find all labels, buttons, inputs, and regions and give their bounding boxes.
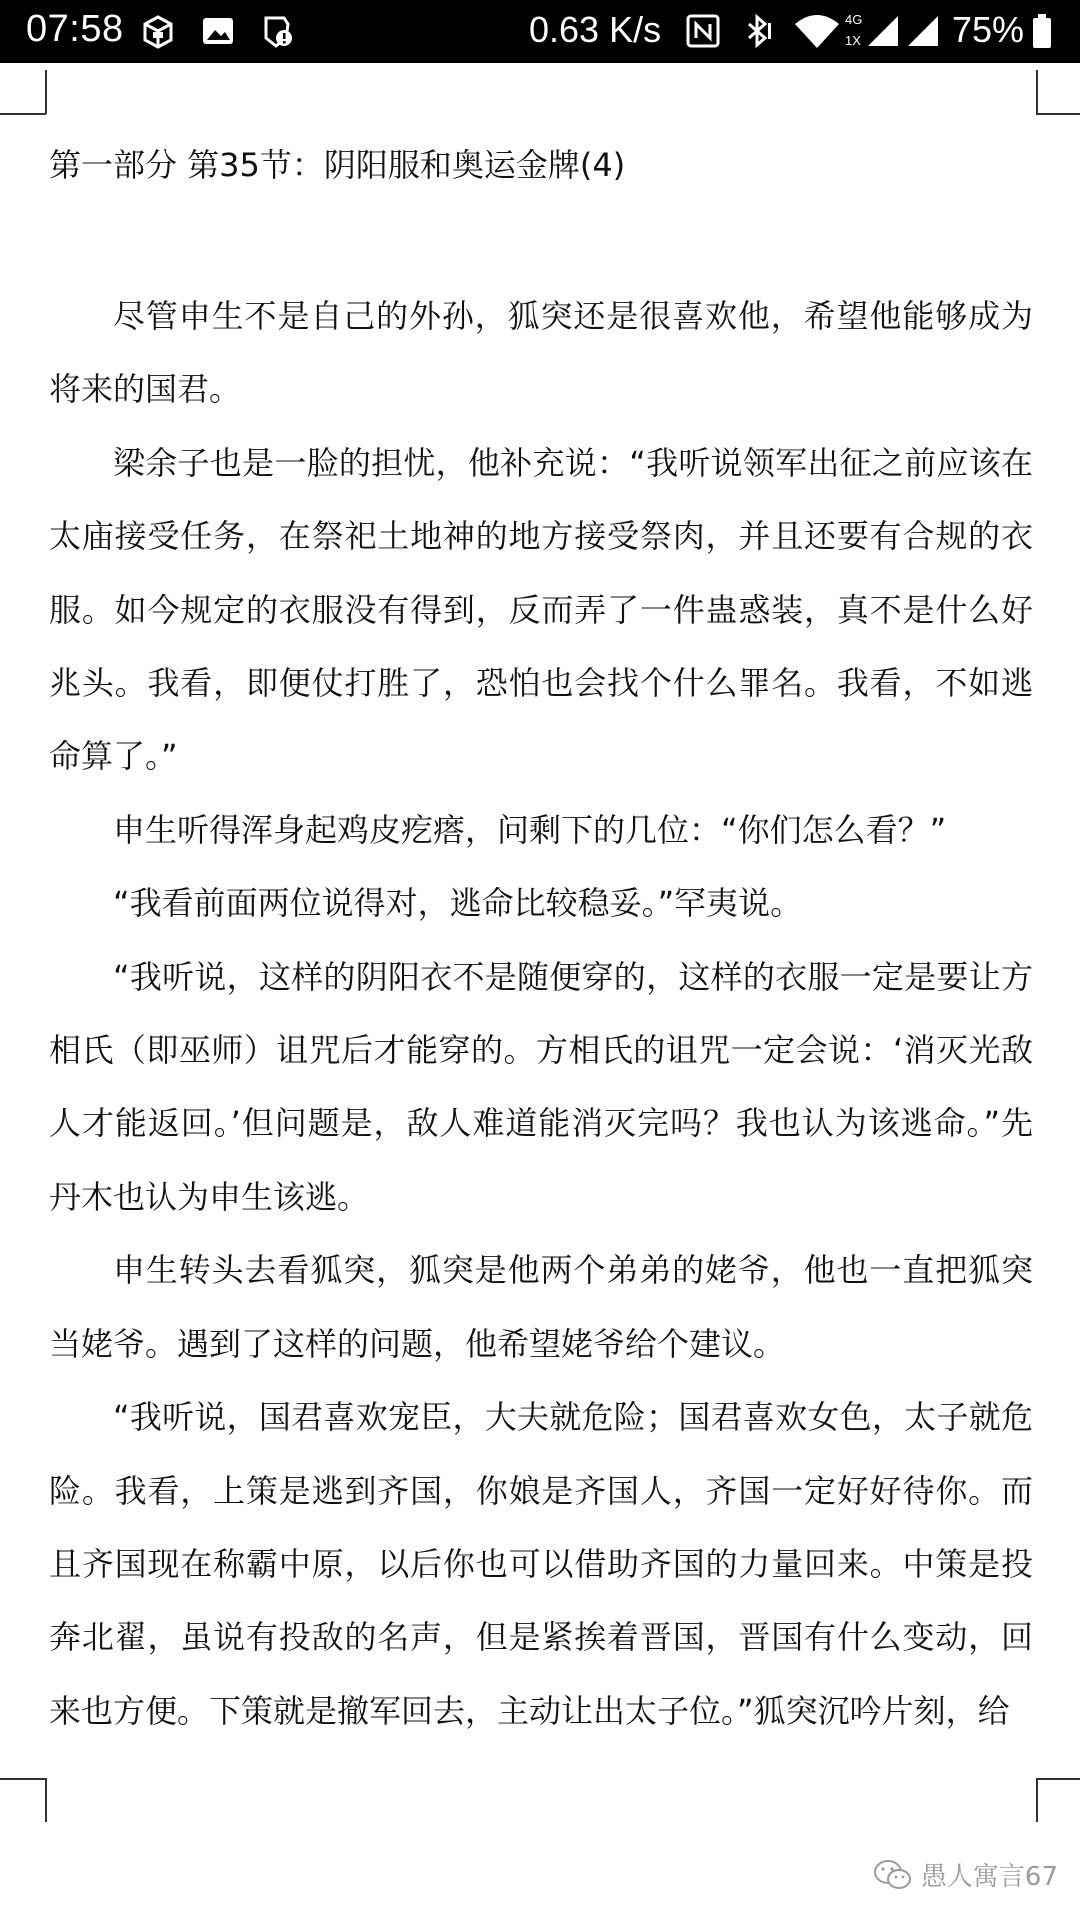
crop-mark-bottom-right-h bbox=[1036, 1778, 1080, 1780]
app-icon bbox=[139, 12, 177, 50]
paragraph: “我听说，国君喜欢宠臣，大夫就危险；国君喜欢女色，太子就危险。我看，上策是逃到齐国，你娘是齐国人，齐国一定好好待你。而且齐国现在称霸中原，以后你也可以借助齐国的力量回来。中策是投奔北翟，虽说有投敌的名声，但是紧挨着晋国，晋国有什么变动，回来也方便。下策就是撤军回去，主动让出太子位。”狐突沉吟片刻，给 bbox=[49, 1398, 1033, 1730]
wechat-icon bbox=[873, 1859, 913, 1891]
crop-mark-bottom-left-v bbox=[45, 1778, 47, 1822]
wifi-icon bbox=[792, 12, 842, 50]
status-bar bbox=[0, 0, 1080, 63]
paragraph: 申生转头去看狐突，狐突是他两个弟弟的姥爷，他也一直把狐突当姥爷。遇到了这样的问题，他希望姥爷给个建议。 bbox=[49, 1251, 1033, 1363]
image-icon bbox=[199, 12, 237, 50]
watermark bbox=[873, 1856, 1058, 1893]
signal-label-bottom: 1X bbox=[845, 33, 861, 48]
shield-icon bbox=[258, 12, 296, 50]
crop-mark-bottom-right-v bbox=[1036, 1778, 1038, 1822]
battery-percent: 75% bbox=[952, 9, 1025, 50]
signal-icon bbox=[864, 12, 902, 50]
crop-mark-top-left-v bbox=[45, 70, 47, 114]
crop-mark-top-right-h bbox=[1036, 113, 1080, 115]
paragraph: 梁余子也是一脸的担忧，他补充说：“我听说领军出征之前应该在太庙接受任务，在祭祀土地神的地方接受祭肉，并且还要有合规的衣服。如今规定的衣服没有得到，反而弄了一件蛊惑装，真不是什么好兆头。我看，即便仗打胜了，恐怕也会找个什么罪名。我看，不如逃命算了。” bbox=[49, 443, 1033, 776]
status-time: 07:58 bbox=[26, 8, 124, 50]
battery-icon bbox=[1030, 12, 1054, 50]
bluetooth-icon bbox=[739, 12, 777, 50]
watermark-text: 愚人寓言67 bbox=[920, 1862, 1058, 1892]
document-body[interactable] bbox=[49, 280, 1033, 1748]
signal-icon-2 bbox=[904, 12, 942, 50]
crop-mark-top-left-h bbox=[0, 113, 46, 115]
crop-mark-bottom-left-h bbox=[0, 1778, 46, 1780]
paragraph: 申生听得浑身起鸡皮疙瘩，问剩下的几位：“你们怎么看？” bbox=[113, 810, 947, 849]
paragraph: “我听说，这样的阴阳衣不是随便穿的，这样的衣服一定是要让方相氏（即巫师）诅咒后才能穿的。方相氏的诅咒一定会说：‘消灭光敌人才能返回。’但问题是，敌人难道能消灭完吗？我也认为该逃命。”先丹木也认为申生该逃。 bbox=[49, 957, 1033, 1216]
chapter-title: 第一部分 第35节：阴阳服和奥运金牌(4) bbox=[49, 146, 626, 184]
network-speed: 0.63 K/s bbox=[529, 9, 662, 50]
signal-label-top: 4G bbox=[845, 12, 863, 27]
paragraph: “我看前面两位说得对，逃命比较稳妥。”罕夷说。 bbox=[113, 884, 803, 923]
paragraph: 尽管申生不是自己的外孙，狐突还是很喜欢他，希望他能够成为将来的国君。 bbox=[49, 297, 1033, 409]
crop-mark-top-right-v bbox=[1036, 70, 1038, 114]
nfc-icon bbox=[684, 12, 722, 50]
